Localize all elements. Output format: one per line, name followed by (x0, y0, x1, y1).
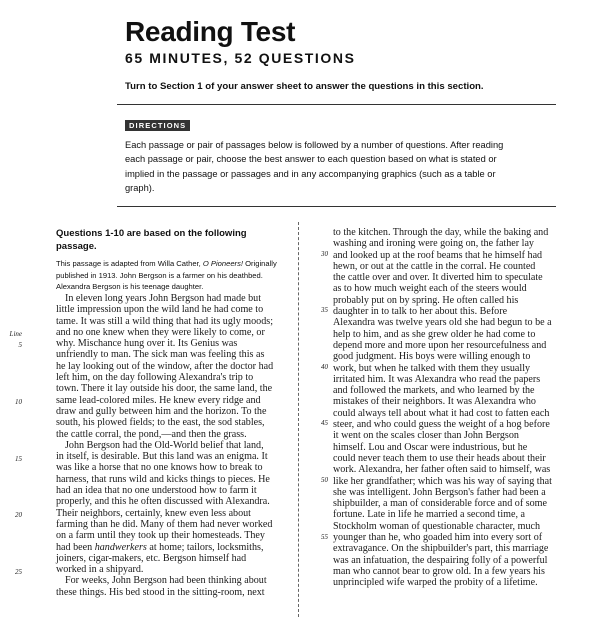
passage-line: was like a horse that no one knows how to break to (56, 462, 263, 474)
passage-line: it went on the scales closer than John Bergson (333, 430, 519, 442)
passage-line: probably put on by spring. He often called his (333, 294, 519, 306)
passage-line: draw and gully between him and the horizon. To the (56, 405, 267, 417)
passage-line: daughter in to talk to her about this. Before (333, 306, 508, 318)
passage-line: he lay looking out of the window, after the doctor had (56, 360, 274, 372)
passage-line: good judgment. His boys were willing enough to (333, 351, 531, 363)
passage-line: Stockholm woman of questionable character, much (333, 520, 541, 532)
passage-line: fortune. Late in life he married a second time, a (333, 509, 525, 521)
top-divider (117, 104, 556, 105)
line-number: 40 (321, 363, 328, 371)
passage-line: work, but when he talked with them they usually (333, 362, 531, 374)
passage-line: John Bergson had the Old-World belief that land, (65, 439, 264, 451)
passage-source (56, 258, 286, 293)
passage-line: depend more and more upon her resourcefulness and (333, 339, 547, 351)
passage-line: Alexandra was twelve years old she had begun to be a (333, 317, 552, 329)
passage-line: little impression upon the wild land he had come to (56, 304, 264, 316)
passage-line: farming than he did. Many of them had never worked (56, 518, 273, 530)
section-instruction: Turn to Section 1 of your answer sheet to answer the questions in this section. (125, 81, 484, 92)
passage-line: left him, on the day following Alexandra's trip to (56, 372, 254, 384)
passage-line: In eleven long years John Bergson had made but (65, 293, 262, 304)
passage-line: and looked up at the roof beams that he himself had (333, 249, 543, 261)
source-text-after: Originally published in 1913. John Bergson is a farmer on his deathbed. Alexandra Bergson is his teenage daughter. (56, 259, 277, 291)
passage-line: tame. It was still a wild thing that had its ugly moods; (56, 315, 273, 327)
passage-line: help to him, and as she grew older he had come to (333, 328, 536, 340)
passage-line: and no one knew when they were likely to come, or (56, 326, 265, 338)
passage-line: work. Alexandra, her father often said to himself, was (333, 464, 551, 476)
passage-line: had been handwerkers at home; tailors, locksmiths, (56, 541, 264, 553)
passage-line: shipbuilder, a man of considerable force and of some (333, 498, 548, 510)
passage-line: these things. His bed stood in the sitting-room, next (56, 586, 265, 598)
passage-line: on a farm until they took up their homesteads. They (56, 530, 265, 542)
passage-line: steer, and who could guess the weight of a hog before (333, 419, 550, 431)
passage-line: was an infatuation, the despairing folly of a powerful (333, 554, 548, 566)
line-number: 50 (321, 476, 328, 484)
directions-text: Each passage or pair of passages below is followed by a number of questions. After reading each passage or pair, choose the best answer to each question based on what is stated or implied in the passage or passages and in any accompanying graphics (such as a table or graph). (125, 140, 504, 193)
column-divider (298, 222, 299, 617)
passage-line: unprincipled wife warped the probity of a lifetime. (333, 577, 538, 589)
line-number: 5 (18, 341, 22, 349)
line-number: 10 (15, 398, 22, 406)
passage-line: could always tell about what it had cost to fatten each (333, 407, 550, 419)
line-number: 30 (321, 250, 328, 258)
line-number: 25 (15, 568, 22, 576)
passage-line: like her grandfather; which was his way of saying that (333, 475, 552, 487)
page-title: Reading Test (125, 16, 296, 47)
bottom-divider (117, 206, 556, 207)
passage-line: same lead-colored miles. He knew every ridge and (56, 394, 261, 406)
passage-line: could never teach them to use their heads about their (333, 452, 546, 464)
line-number: 45 (321, 419, 328, 427)
line-label: Line (9, 330, 22, 338)
italic-word: handwerkers (94, 541, 147, 553)
passage-line: properly, and this he often discussed with Alexandra. (56, 496, 270, 508)
directions-badge: DIRECTIONS (125, 120, 190, 131)
passage-line: harness, that runs wild and kicks things to pieces. He (56, 473, 270, 485)
passage-line: irritated him. It was Alexandra who read the papers (333, 373, 541, 385)
passage-line: the cattle corral, the pond,—and then the grass. (56, 428, 247, 440)
passage-line: she was intelligent. John Bergson's father had been a (333, 486, 546, 498)
passage-line: why. Mischance hung over it. Its Genius was (56, 338, 238, 350)
passage-line: the cattle over and over. It diverted him to speculate (333, 272, 543, 284)
passage-line: hewn, or out at the cattle in the corral. He counted (333, 260, 536, 272)
passage-line: had an idea that no one understood how to farm it (56, 485, 257, 497)
passage-line: himself. Lou and Oscar were industrious, but he (333, 441, 528, 453)
line-number: 15 (15, 455, 22, 463)
passage-line: man who cannot bear to grow old. In a few years his (333, 565, 545, 577)
passage-line: Their neighbors, certainly, knew even less about (56, 507, 251, 519)
source-text-before: This passage is adapted from Willa Cather, (56, 259, 203, 268)
passage-line: to the kitchen. Through the day, while the baking and (333, 227, 549, 238)
line-number: 55 (321, 533, 328, 541)
passage-line: in itself, is desirable. But this land was an enigma. It (56, 451, 268, 463)
passage-line: town. There it lay outside his door, the same land, the (56, 383, 273, 395)
passage-line: joiners, cigar-makers, etc. Bergson himself had (56, 552, 247, 564)
passage-line: unfriendly to man. The sick man was feeling this as (56, 349, 265, 361)
passage-line: as to how much weight each of the steers would (333, 283, 527, 295)
passage-line: extravagance. On the shipbuilder's part, this marriage (333, 543, 549, 555)
passage-line: washing and ironing were going on, the father lay (333, 238, 534, 250)
passage-column-right (333, 227, 559, 589)
passage-line: south, his plowed fields; to the east, the sod stables, (56, 417, 265, 429)
test-duration-subtitle: 65 MINUTES, 52 QUESTIONS (125, 50, 356, 66)
passage-line: For weeks, John Bergson had been thinking about (65, 575, 267, 587)
source-book-title: O Pioneers! (202, 259, 243, 268)
passage-line: mistakes of their neighbors. It was Alexandra who (333, 396, 536, 408)
line-number: 35 (321, 306, 328, 314)
passage-line: and followed the markets, and who learned by the (333, 385, 535, 397)
line-number: 20 (15, 511, 22, 519)
passage-intro (56, 228, 286, 293)
questions-heading: Questions 1-10 are based on the following passage. (56, 228, 247, 252)
passage-line: younger than he, who goaded him into every sort of (333, 532, 543, 544)
passage-column-left (56, 293, 288, 598)
passage-line: worked in a shipyard. (56, 564, 144, 576)
